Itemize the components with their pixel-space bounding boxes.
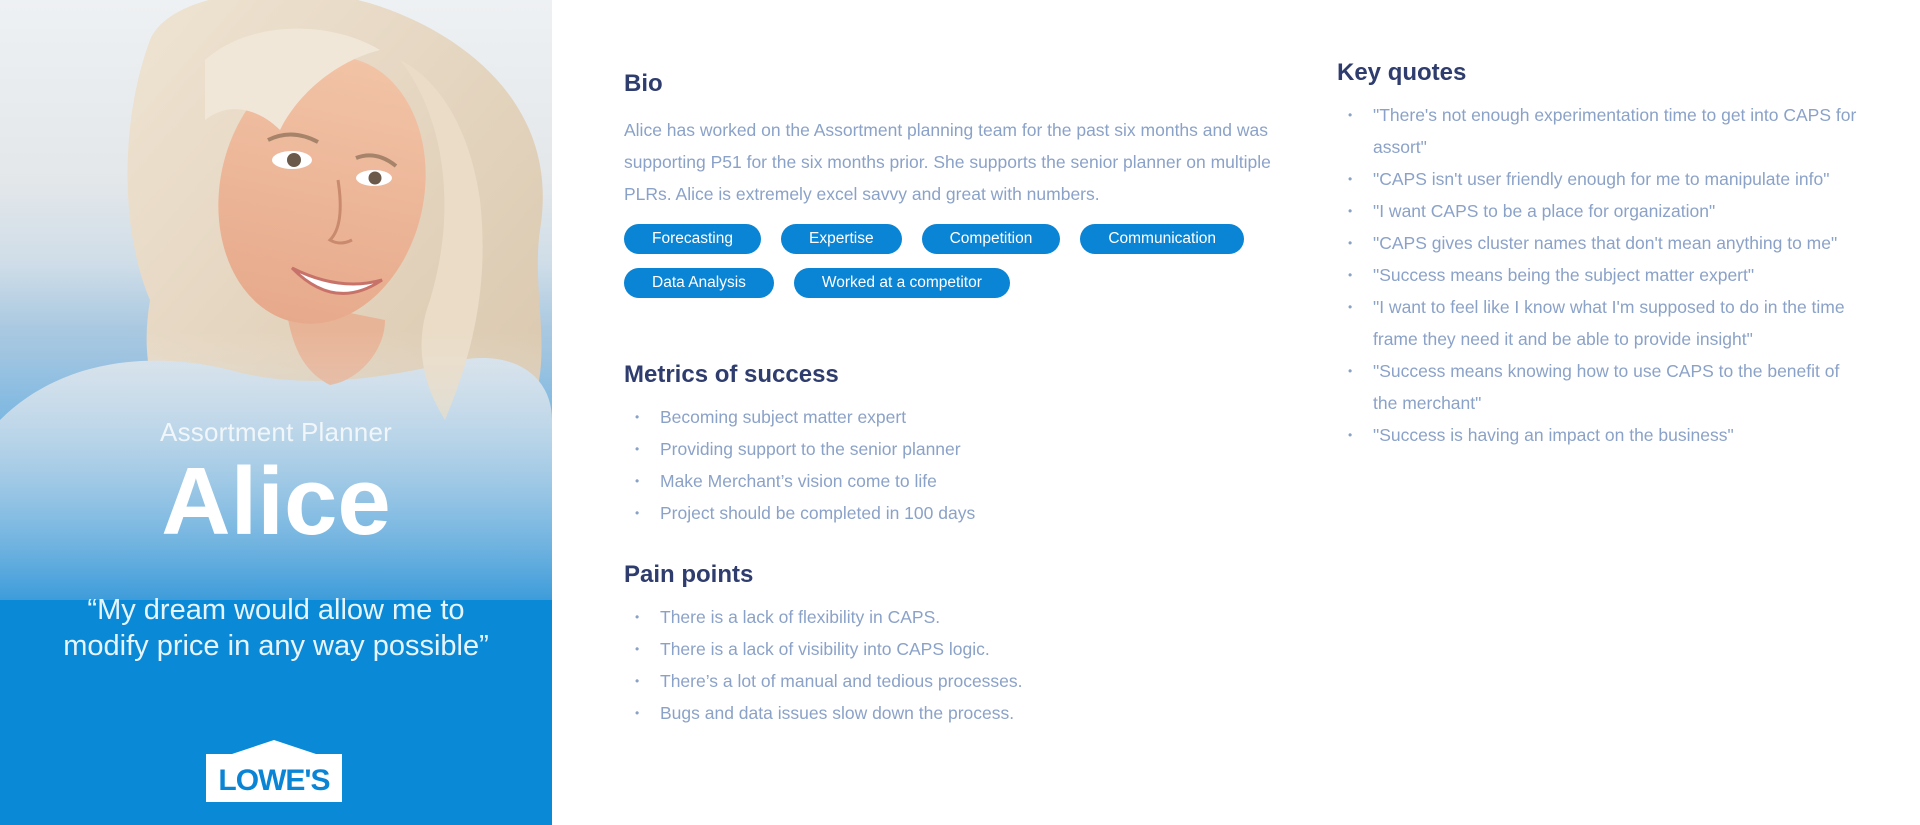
pain-points-heading: Pain points (624, 561, 754, 588)
list-item: • Project should be completed in 100 days (624, 497, 1284, 529)
list-item: • There is a lack of visibility into CAPS logic. (624, 633, 1284, 665)
bio-heading: Bio (624, 70, 663, 97)
persona-profile-panel (0, 0, 552, 825)
persona-dream-quote: “My dream would allow me to modify price in any way possible” (63, 594, 489, 662)
list-item: • "Success is having an impact on the business" (1337, 419, 1857, 451)
bio-text: Alice has worked on the Assortment planning team for the past six months and was supporting P51 for the six months prior. She supports the senior planner on multiple PLRs. Alice is extremely excel savvy and great with numbers. (624, 120, 1271, 204)
persona-name: Alice (161, 448, 391, 555)
pain-points-section (624, 561, 1284, 729)
pain-points-list (624, 601, 1284, 729)
list-item: • "Success means being the subject matter expert" (1337, 259, 1857, 291)
tag-worked-at-competitor: Worked at a competitor (794, 268, 1010, 298)
tag-forecasting: Forecasting (624, 224, 761, 254)
list-item: • "Success means knowing how to use CAPS to the benefit of the merchant" (1337, 355, 1857, 419)
key-quotes-heading: Key quotes (1337, 59, 1467, 86)
list-item: • "There's not enough experimentation time to get into CAPS for assort" (1337, 99, 1857, 163)
tag-communication: Communication (1080, 224, 1244, 254)
logo-text: LOWE'S (218, 764, 330, 797)
metrics-heading: Metrics of success (624, 361, 839, 388)
metrics-list (624, 401, 1284, 529)
key-quotes-section (1337, 59, 1857, 451)
list-item: • "CAPS isn't user friendly enough for me to manipulate info" (1337, 163, 1857, 195)
skill-tags (624, 224, 1284, 298)
persona-role: Assortment Planner (160, 417, 392, 447)
bio-section (624, 70, 1294, 298)
tag-data-analysis: Data Analysis (624, 268, 774, 298)
list-item: • "I want to feel like I know what I'm supposed to do in the time frame they need it and be able to provide insight" (1337, 291, 1857, 355)
list-item: • There is a lack of flexibility in CAPS. (624, 601, 1284, 633)
tag-competition: Competition (922, 224, 1061, 254)
list-item: • "I want CAPS to be a place for organization" (1337, 195, 1857, 227)
metrics-section (624, 361, 1284, 529)
list-item: • There’s a lot of manual and tedious processes. (624, 665, 1284, 697)
list-item: • Make Merchant’s vision come to life (624, 465, 1284, 497)
list-item: • Becoming subject matter expert (624, 401, 1284, 433)
lowes-logo (204, 738, 344, 804)
list-item: • Bugs and data issues slow down the process. (624, 697, 1284, 729)
tag-expertise: Expertise (781, 224, 902, 254)
list-item: • "CAPS gives cluster names that don't mean anything to me" (1337, 227, 1857, 259)
list-item: • Providing support to the senior planner (624, 433, 1284, 465)
key-quotes-list (1337, 99, 1857, 451)
